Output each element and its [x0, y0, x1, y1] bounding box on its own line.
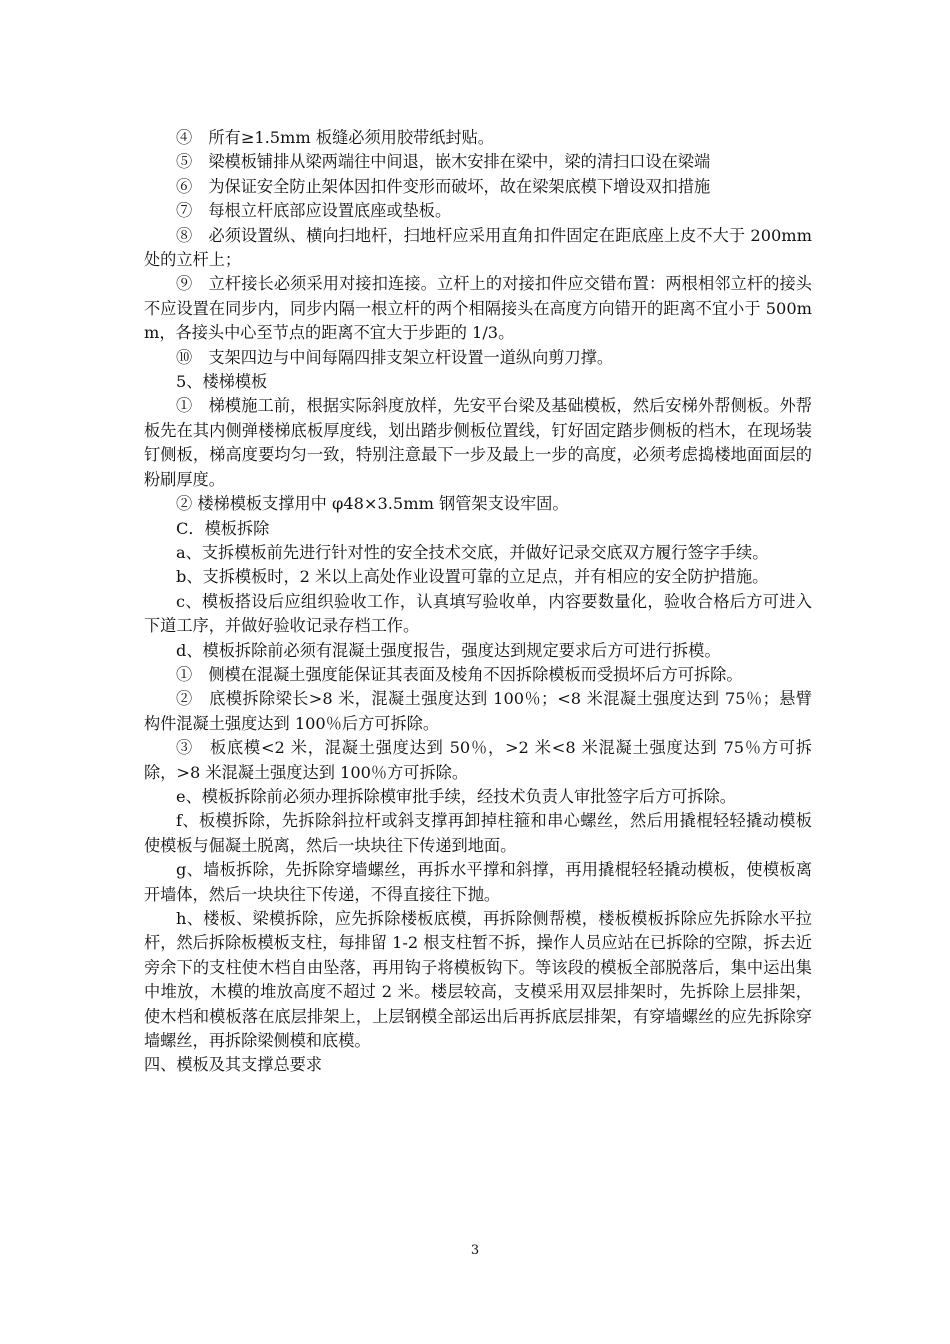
document-body: [144, 126, 812, 1078]
paragraph-c: c、模板搭设后应组织验收工作，认真填写验收单，内容要数量化，验收合格后方可进入下道工序，并做好验收记录存档工作。: [144, 591, 812, 636]
paragraph-a: a、支拆模板前先进行针对性的安全技术交底，并做好记录交底双方履行签字手续。: [176, 542, 769, 562]
section-heading-stair-formwork: 5、楼梯模板: [176, 372, 268, 392]
paragraph-item-7: ⑦ 每根立杆底部应设置底座或垫板。: [176, 201, 452, 221]
section-heading-formwork-general-requirements: 四、模板及其支撑总要求: [144, 1055, 323, 1075]
paragraph-e: e、模板拆除前必须办理拆除模审批手续，经技术负责人审批签字后方可拆除。: [176, 786, 736, 806]
paragraph-d: d、模板拆除前必须有混凝土强度报告，强度达到规定要求后方可进行拆模。: [176, 640, 721, 660]
paragraph-removal-1: ① 侧模在混凝土强度能保证其表面及棱角不因拆除模板而受损坏后方可拆除。: [176, 664, 743, 684]
paragraph-removal-3: ③ 板底模<2 米，混凝土强度达到 50％，>2 米<8 米混凝土强度达到 75％方可拆除，>8 米混凝土强度达到 100％方可拆除。: [144, 738, 812, 782]
paragraph-stair-2: ② 楼梯模板支撑用中 φ48×3.5mm 钢管架支设牢固。: [176, 494, 569, 514]
paragraph-item-10: ⑩ 支架四边与中间每隔四排支架立杆设置一道纵向剪刀撑。: [176, 347, 614, 367]
paragraph-f: f、板模拆除，先拆除斜拉杆或斜支撑再卸掉柱箍和串心螺丝，然后用撬棍轻轻撬动模板使模板与倔凝土脱离，然后一块块往下传递到地面。: [144, 811, 812, 855]
page-number: 3: [470, 1243, 480, 1258]
paragraph-h: h、楼板、梁模拆除，应先拆除楼板底模，再拆除侧帮模，楼板模板拆除应先拆除水平拉杆，然后拆除板模板支柱，每排留 1-2 根支柱暂不拆，操作人员应站在已拆除的空隙，拆去近旁余下的支柱使木档自由坠落，再用钩子将模板钩下。等该段的模板全部脱落后，集中运出集中堆放，木模的堆放高度不超过 2 米。楼层较高，支模采用双层排架时，先拆除上层排架，使木档和模板落在底层排架上，上层钢模全部运出后再拆底层排架，有穿墙螺丝的应先拆除穿墙螺丝，再拆除梁侧模和底模。: [144, 909, 812, 1051]
paragraph-stair-1: ① 梯模施工前，根据实际斜度放样，先安平台梁及基础模板，然后安梯外帮侧板。外帮板先在其内侧弹楼梯底板厚度线，划出踏步侧板位置线，钉好固定踏步侧板的档木，在现场装钉侧板，梯高度要均匀一致，特别注意最下一步及最上一步的高度，必须考虑捣楼地面面层的粉刷厚度。: [144, 396, 812, 489]
paragraph-item-6: ⑥ 为保证安全防止架体因扣件变形而破坏，故在梁架底模下增设双扣措施: [176, 176, 711, 196]
paragraph-removal-2: ② 底模拆除梁长>8 米，混凝土强度达到 100％；<8 米混凝土强度达到 75％；悬臂构件混凝土强度达到 100％后方可拆除。: [144, 689, 812, 733]
paragraph-item-5: ⑤ 梁模板铺排从梁两端往中间退，嵌木安排在梁中，梁的清扫口设在梁端: [176, 152, 711, 172]
section-heading-formwork-removal: C．模板拆除: [176, 518, 270, 538]
paragraph-b: b、支拆模板时，2 米以上高处作业设置可靠的立足点，并有相应的安全防护措施。: [176, 567, 769, 587]
paragraph-g: g、墙板拆除，先拆除穿墙螺丝，再拆水平撑和斜撑，再用撬棍轻轻撬动模板，使模板离开墙体，然后一块块往下传递，不得直接往下抛。: [144, 860, 812, 904]
paragraph-item-9: ⑨ 立杆接长必须采用对接扣连接。立杆上的对接扣件应交错布置：两根相邻立杆的接头不应设置在同步内，同步内隔一根立杆的两个相隔接头在高度方向错开的距离不宜小于 500mm，各接头中心至节点的距离不宜大于步距的 1/3。: [144, 274, 812, 343]
paragraph-item-4: ④ 所有≥1.5mm 板缝必须用胶带纸封贴。: [176, 128, 494, 147]
paragraph-item-8: ⑧ 必须设置纵、横向扫地杆，扫地杆应采用直角扣件固定在距底座上皮不大于 200mm 处的立杆上；: [144, 225, 812, 270]
